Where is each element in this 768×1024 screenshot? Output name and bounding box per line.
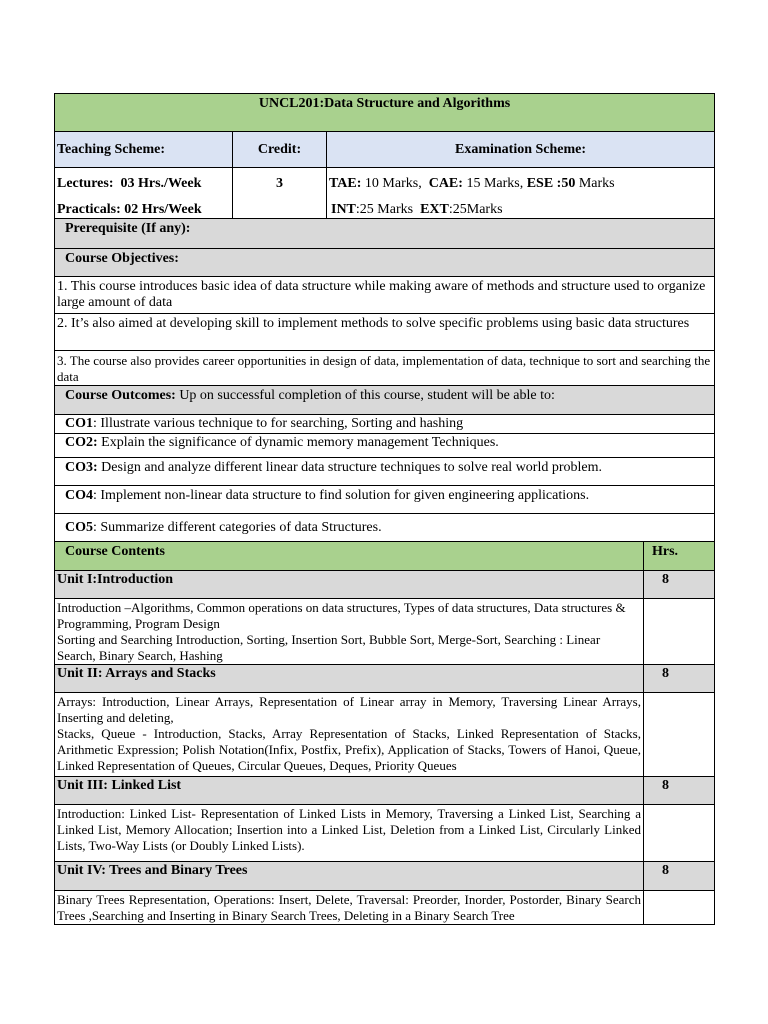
objectives-heading: Course Objectives: xyxy=(55,249,715,277)
outcome-item: CO3: Design and analyze different linear data structure techniques to solve real world problem. xyxy=(55,458,715,486)
ese-value: ESE :50 xyxy=(526,176,576,191)
credit-header: Credit: xyxy=(233,132,327,168)
unit-title: Unit III: Linked List xyxy=(55,777,644,805)
prerequisite-row: Prerequisite (If any): xyxy=(55,219,715,249)
teaching-scheme-header: Teaching Scheme: xyxy=(55,132,233,168)
teaching-scheme-cell: Lectures: 03 Hrs./Week Practicals: 02 Hrs/Week xyxy=(55,168,233,219)
course-title xyxy=(55,94,715,132)
unit-hours: 8 xyxy=(644,665,715,693)
hrs-header: Hrs. xyxy=(644,542,715,571)
objective-item: 1. This course introduces basic idea of data structure while making aware of methods and structure used to organize large amount of data xyxy=(55,277,715,314)
outcome-item: CO1: Illustrate various technique to for searching, Sorting and hashing xyxy=(55,415,715,434)
unit-content: Arrays: Introduction, Linear Arrays, Representation of Linear array in Memory, Traversing Linear Arrays, Inserting and deleting, Stacks, Queue - Introduction, Stacks, Array Representation of Stacks, Linked Representation of Stacks, Arithmetic Expression; Polish Notation(Infix, Postfix, Prefix), Application of Stacks, Towers of Hanoi, Queue, Linked Representation of Queues, Circular Queues, Deques, Priority Queues xyxy=(55,693,644,777)
examination-scheme-cell: TAE: 10 Marks, CAE: 15 Marks, ESE :50 Marks INT:25 Marks EXT:25Marks xyxy=(327,168,715,219)
unit-content-hours xyxy=(644,599,715,665)
unit-hours: 8 xyxy=(644,777,715,805)
unit-title: Unit I:Introduction xyxy=(55,571,644,599)
outcome-item: CO5: Summarize different categories of data Structures. xyxy=(55,514,715,542)
int-value: :25 Marks xyxy=(355,202,414,217)
unit-content-hours xyxy=(644,891,715,925)
ext-value: :25Marks xyxy=(448,202,503,217)
outcome-item: CO4: Implement non-linear data structure to find solution for given engineering applications. xyxy=(55,486,715,514)
outcome-item: CO2: Explain the significance of dynamic memory management Techniques. xyxy=(55,434,715,458)
practicals-value: Practicals: 02 Hrs/Week xyxy=(57,202,202,217)
outcomes-heading: Course Outcomes: Up on successful completion of this course, student will be able to: xyxy=(55,386,715,415)
credit-value: 3 xyxy=(233,168,327,219)
course-contents-heading: Course Contents xyxy=(55,542,644,571)
unit-content-hours xyxy=(644,805,715,862)
unit-content-hours xyxy=(644,693,715,777)
examination-scheme-header: Examination Scheme: xyxy=(327,132,715,168)
unit-title: Unit IV: Trees and Binary Trees xyxy=(55,862,644,891)
cae-value: 15 Marks, xyxy=(466,176,524,191)
syllabus-page xyxy=(54,93,714,925)
course-title-text: UNCL201:Data Structure and Algorithms xyxy=(258,96,511,111)
lectures-value: 03 Hrs./Week xyxy=(120,176,202,191)
unit-hours: 8 xyxy=(644,571,715,599)
unit-content: Introduction –Algorithms, Common operations on data structures, Types of data structures, Data structures & Programming, Program Design Sorting and Searching Introduction, Sorting, Insertion Sort, Bubble Sort, Merge-Sort, Searching : Linear Search, Binary Search, Hashing xyxy=(55,599,644,665)
objective-item: 3. The course also provides career opportunities in design of data, implementation of data, technique to sort and searching the data xyxy=(55,351,715,386)
unit-content: Binary Trees Representation, Operations: Insert, Delete, Traversal: Preorder, Inorder, Postorder, Binary Search Trees ,Searching and Inserting in Binary Search Trees, Deleting in a Binary Search Tree xyxy=(55,891,644,925)
unit-title: Unit II: Arrays and Stacks xyxy=(55,665,644,693)
unit-content: Introduction: Linked List- Representation of Linked Lists in Memory, Traversing a Linked List, Searching a Linked List, Memory Allocation; Insertion into a Linked List, Deletion from a Linked List, Circularly Linked Lists, Two-Way Lists (or Doubly Linked Lists). xyxy=(55,805,644,862)
syllabus-table xyxy=(54,93,715,925)
unit-hours: 8 xyxy=(644,862,715,891)
tae-value: 10 Marks, xyxy=(364,176,422,191)
objective-item: 2. It’s also aimed at developing skill to implement methods to solve specific problems using basic data structures xyxy=(55,314,715,351)
